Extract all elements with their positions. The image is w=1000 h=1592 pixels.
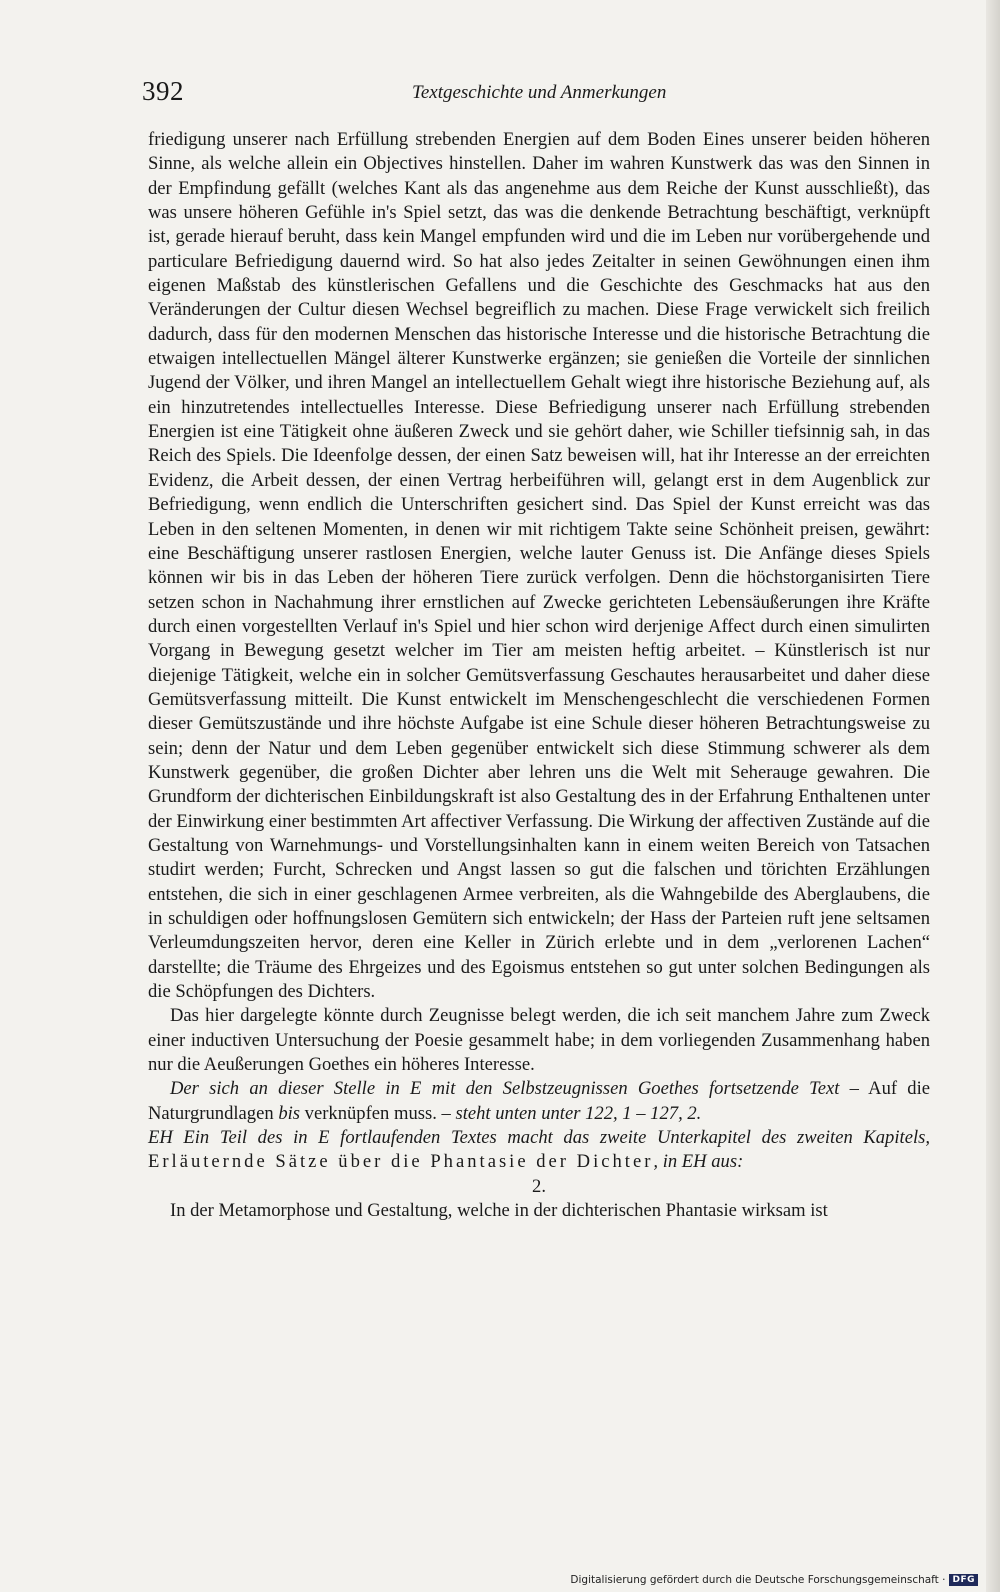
editorial-note-2: [148, 1126, 930, 1175]
note-2-italic-a: EH Ein Teil des in E fortlaufenden Textes macht das zweite Unterkapitel des zweiten Kapitels,: [148, 1127, 930, 1149]
note-2-italic-b: , in EH aus:: [653, 1151, 744, 1173]
page-header: [142, 72, 922, 112]
note-1-italic-a: Der sich an dieser Stelle in E mit den Selbstzeugnissen Goethes fortsetzende Text –: [170, 1078, 859, 1100]
note-1-roman-a: Auf die Naturgrundlagen: [148, 1078, 930, 1124]
note-1-italic-c: – steht unten unter 122, 1 – 127, 2.: [441, 1102, 702, 1124]
dfg-logo-icon: DFG: [949, 1574, 978, 1586]
note-1-italic-b: bis: [278, 1102, 301, 1124]
page-edge-shadow: [986, 0, 1000, 1592]
note-2-spaced-title: Erläuternde Sätze über die Phantasie der Dichter: [148, 1151, 654, 1173]
section-number: 2.: [532, 1175, 546, 1197]
running-head: Textgeschichte und Anmerkungen: [412, 82, 667, 103]
editorial-note-1: [148, 1077, 930, 1126]
digitization-credit: [570, 1574, 978, 1586]
credit-text: Digitalisierung gefördert durch die Deutsche Forschungsgemeinschaft ·: [570, 1574, 946, 1586]
page-number: 392: [142, 76, 184, 106]
paragraph-2: Das hier dargelegte könnte durch Zeugnisse belegt werden, die ich seit manchem Jahre zum Zweck einer inductiven Untersuchung der Poesie gesammelt habe; in dem vorliegenden Zusammenhang haben nur die Aeußerungen Goethes ein höheres Interesse.: [148, 1005, 930, 1076]
note-1-roman-b: verknüpfen muss.: [304, 1102, 437, 1124]
paragraph-3: In der Metamorphose und Gestaltung, welche in der dichterischen Phantasie wirksam ist: [170, 1200, 828, 1222]
paragraph-1: friedigung unserer nach Erfüllung strebenden Energien auf dem Boden Eines unserer beiden höheren Sinne, als welche allein ein Objectives hinstellen. Daher im wahren Kunstwerk das was den Sinnen in der Empfindung gefällt (welches Kant als das angenehme aus dem Reiche der Kunst ausschließt), das was unsere höheren Gefühle in's Spiel setzt, das was die denkende Betrachtung beschäftigt, verknüpft ist, gerade hierauf beruht, dass kein Mangel empfunden wird und die im Leben nur vorübergehende und particulare Befriedigung dauernd wird. So hat also jedes Zeitalter in seinen Gewöhnungen einen ihm eigenen Maßstab des künstlerischen Gefallens und die Geschichte des Geschmacks hat aus den Veränderungen der Cultur diesen Wechsel begreiflich zu machen. Diese Frage verwickelt sich freilich dadurch, dass für den modernen Menschen das historische Interesse und die historische Betrachtung die etwaigen intellectuellen Mängel älterer Kunstwerke ergänzen; sie genießen die Vorteile der sinnlichen Jugend der Völker, und ihren Mangel an intellectuellem Gehalt wiegt ihre historische Beziehung auf, als ein hinzutretendes intellectuelles Interesse. Diese Befriedigung unserer nach Erfüllung strebenden Energien ist eine Tätigkeit ohne äußeren Zweck und sie gehört daher, wie Schiller tiefsinnig sah, in das Reich des Spiels. Die Ideenfolge dessen, der einen Satz beweisen will, hat ihr Interesse an der erreichten Evidenz, die Arbeit dessen, der einen Vertrag herbeiführen will, gelangt erst in dem Augenblick zur Befriedigung, wenn endlich die Unterschriften gesichert sind. Das Spiel der Kunst erreicht was das Leben in den seltenen Momenten, in denen wir mit richtigem Takte seine Schönheit preisen, gewährt: eine Beschäftigung unserer rastlosen Energien, welche lauter Genuss ist. Die Anfänge dieses Spiels können wir bis in das Leben der höheren Tiere zurück verfolgen. Denn die höchstorganisirten Tiere setzen schon in Nachahmung ihrer ernstlichen auf Zwecke gerichteten Lebensäußerungen ihre Kräfte durch einen vorgestellten Verlauf in's Spiel und hier schon wird derjenige Affect durch einen simulirten Vorgang in Bewegung gesetzt welcher im Tier am meisten heftig arbeitet. – Künstlerisch ist nur diejenige Tätigkeit, welche ein in solcher Gemütsverfassung Geschautes herausarbeitet und daher diese Gemütsverfassung mitteilt. Die Kunst entwickelt im Menschengeschlecht die verschiedenen Formen dieser Gemütszustände und ihre höchste Aufgabe ist eine Schule dieser höheren Betrachtungsweise zu sein; denn der Natur und dem Leben gegenüber entwickelt sich diese Stimmung schwerer als dem Kunstwerk gegenüber, die großen Dichter aber lehren uns die Welt mit Seheraugе gewahren. Die Grundform der dichterischen Einbildungskraft ist also Gestaltung des in der Erfahrung Enthaltenen unter der Einwirkung einer bestimmten Art affectiver Verfassung. Die Wirkung der affectiven Zustände auf die Gestaltung von Warnehmungs- und Vorstellungsinhalten kann in einem weiten Bereich von Tatsachen studirt werden; Furcht, Schrecken und Angst lassen so gut die falschen und törichten Erzählungen entstehen, die sich in einer geschlagenen Armee verbreiten, als die Wahngebilde des Aberglaubens, die in schuldigen oder hoffnungslosen Gemütern sich entwickeln; der Hass der Parteien ruft jene seltsamen Verleumdungszeiten hervor, deren eine Keller in Zürich erlebte und in dem „verlorenen Lachen“ darstellte; die Träume des Ehrgeizes und des Egoismus entstehen so gut unter solchen Bedingungen als die Schöpfungen des Dichters.: [148, 129, 930, 1003]
body-text: [148, 128, 930, 1223]
